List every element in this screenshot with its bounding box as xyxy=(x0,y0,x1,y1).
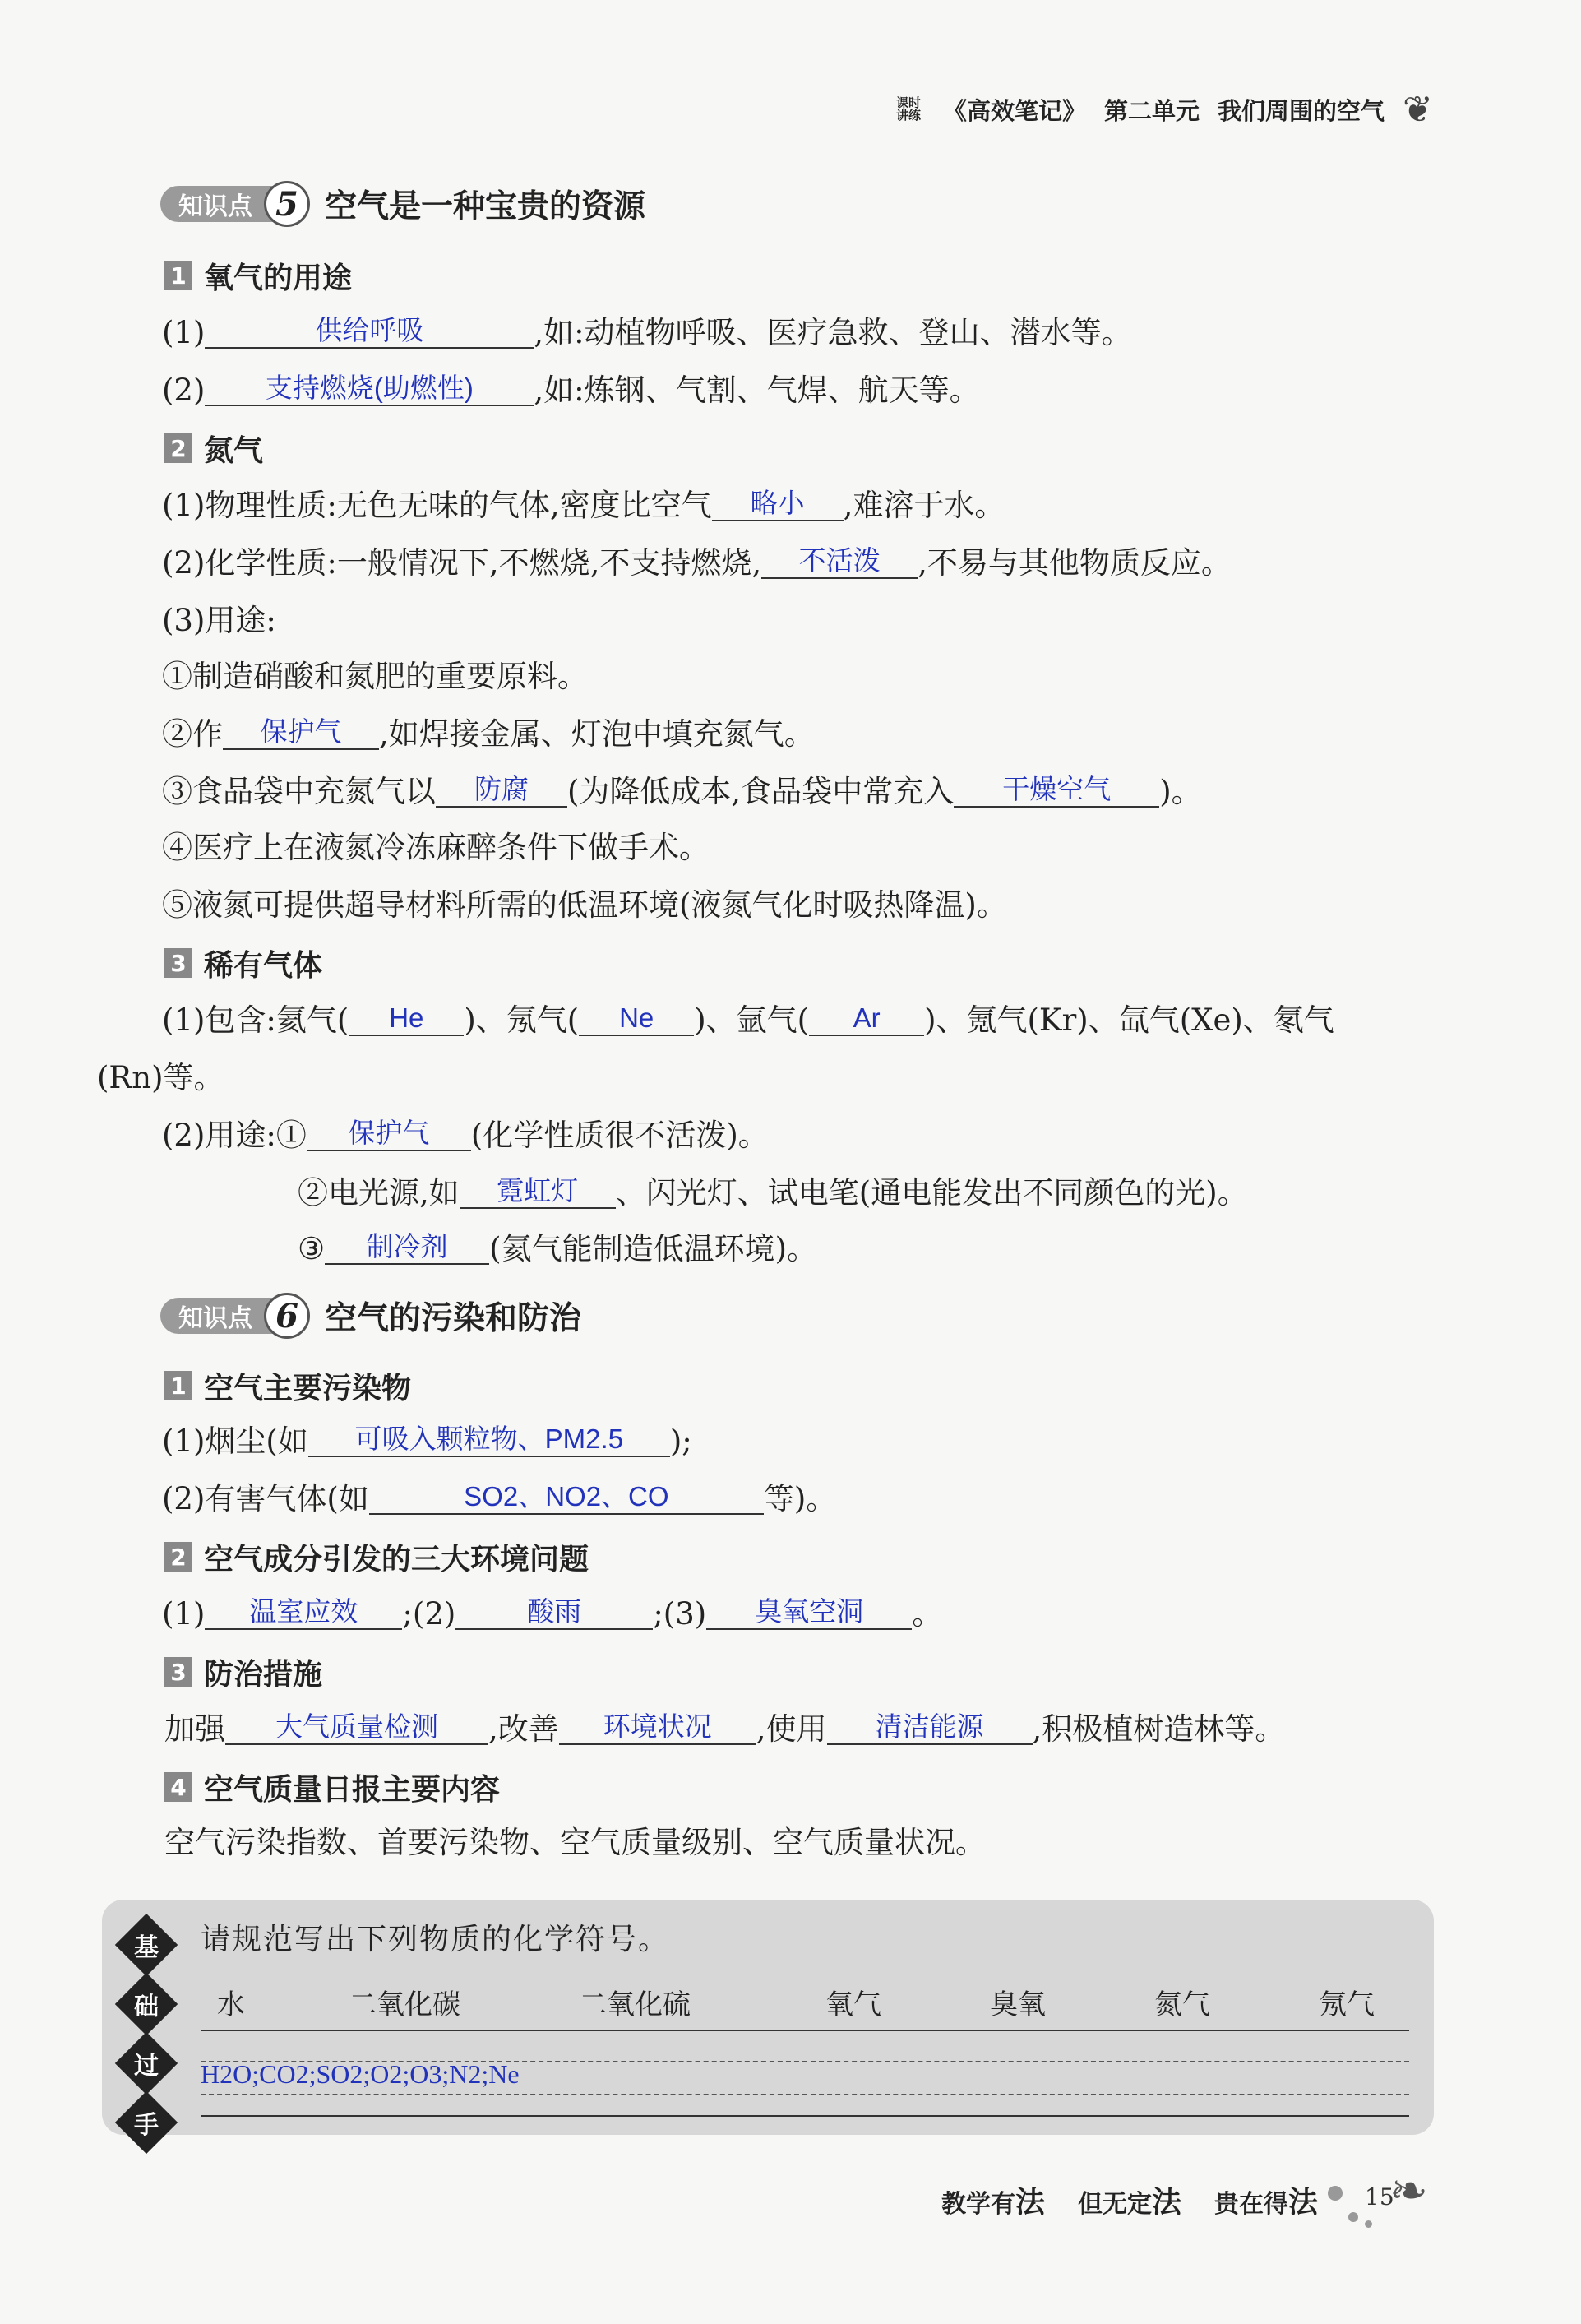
side-char: 过 xyxy=(134,2052,159,2081)
substance-label: 二氧化硫 xyxy=(579,1988,691,2021)
line-text: ,改善 xyxy=(488,1711,559,1747)
line-text: ②作 xyxy=(162,716,223,752)
line-text: ;(2) xyxy=(402,1596,456,1632)
answer-blank: 臭氧空洞 xyxy=(706,1595,912,1630)
header-unit: 第二单元 xyxy=(1104,96,1200,125)
diamond-badge xyxy=(115,1914,178,1976)
section-title: 空气成分引发的三大环境问题 xyxy=(204,1542,589,1576)
text-line xyxy=(162,314,1132,352)
header-book: 《高效笔记》 xyxy=(943,96,1087,125)
answer-blank: 霓虹灯 xyxy=(460,1174,616,1209)
answer-blank: 保护气 xyxy=(223,715,379,750)
decor-dot xyxy=(1365,2220,1372,2228)
kp-title: 空气是一种宝贵的资源 xyxy=(325,188,646,225)
text-line xyxy=(162,1002,1334,1039)
answer-blank: 环境状况 xyxy=(559,1711,756,1745)
practice-question: 请规范写出下列物质的化学符号。 xyxy=(201,1923,670,1956)
text-line: ④医疗上在液氮冷冻麻醉条件下做手术。 xyxy=(162,830,710,865)
answer-blank: 支持燃烧(助燃性) xyxy=(205,372,534,406)
text-line xyxy=(162,487,1005,525)
handwritten-answer: H2O;CO2;SO2;O2;O3;N2;Ne xyxy=(201,2059,520,2089)
answer-blank: 温室应效 xyxy=(205,1595,402,1630)
section-number: 1 xyxy=(164,1371,192,1400)
section-title: 防治措施 xyxy=(204,1657,323,1692)
substance-label: 二氧化碳 xyxy=(349,1988,460,2021)
decor-dot xyxy=(1328,2186,1343,2201)
line-text: (化学性质很不活泼)。 xyxy=(470,1118,769,1153)
section-prevention xyxy=(164,1653,322,1691)
page-footer xyxy=(941,2179,1318,2221)
substance-label: 氖气 xyxy=(1319,1988,1375,2021)
line-text: ③ xyxy=(298,1231,326,1266)
line-text: 、闪光灯、试电笔(通电能发出不同颜色的光)。 xyxy=(615,1175,1248,1211)
text-line: ⑤液氮可提供超导材料所需的低温环境(液氮气化时吸热降温)。 xyxy=(162,887,1007,923)
line-text: (1) xyxy=(162,315,206,350)
line-text: ②电光源,如 xyxy=(298,1175,460,1211)
section-number: 2 xyxy=(164,1542,192,1572)
text-line xyxy=(164,1711,1285,1748)
header-unit-title: 我们周围的空气 xyxy=(1218,96,1385,125)
section-oxygen-uses xyxy=(164,257,352,294)
diamond-badge xyxy=(115,2091,178,2154)
answer-blank: 可吸入颗粒物、PM2.5 xyxy=(308,1423,670,1457)
text-line xyxy=(298,1230,817,1268)
text-line xyxy=(162,1480,836,1518)
answer-blank: 略小 xyxy=(712,487,844,521)
practice-side-label xyxy=(122,1918,171,2160)
section-noble-gases xyxy=(164,944,322,982)
leaf-icon: ❧ xyxy=(1389,2164,1428,2218)
leaf-icon: ❦ xyxy=(1403,88,1433,131)
line-text: )、氩气( xyxy=(694,1002,810,1038)
kp-badge: 知识点 xyxy=(160,186,277,222)
text-line xyxy=(162,544,1232,582)
motto-text: 教学有 xyxy=(941,2190,1015,2219)
section-number: 1 xyxy=(164,261,192,290)
line-text: (2)化学性质:一般情况下,不燃烧,不支持燃烧, xyxy=(162,545,762,581)
section-number: 3 xyxy=(164,1657,192,1687)
text-line: (Rn)等。 xyxy=(97,1060,224,1095)
line-text: (1)烟尘(如 xyxy=(162,1424,308,1459)
section-environment-problems xyxy=(164,1538,589,1576)
answer-rule xyxy=(201,2030,1409,2031)
line-text: ,不易与其他物质反应。 xyxy=(918,545,1232,581)
section-air-quality-report xyxy=(164,1768,500,1806)
line-text: (为降低成本,食品袋中常充入 xyxy=(567,774,955,809)
line-text: (1)包含:氦气( xyxy=(162,1002,349,1038)
text-line xyxy=(162,1117,769,1155)
substance-label: 氧气 xyxy=(825,1988,881,2021)
section-title: 稀有气体 xyxy=(204,948,323,983)
diamond-badge xyxy=(115,1973,178,2035)
section-pollutants xyxy=(164,1367,411,1405)
page-number: 15 xyxy=(1365,2183,1394,2211)
section-number: 2 xyxy=(164,433,192,463)
text-line xyxy=(162,773,1202,811)
motto-1 xyxy=(941,2179,1045,2221)
line-text: ;(3) xyxy=(653,1596,707,1632)
text-line: (3)用途: xyxy=(162,603,276,638)
answer-blank: He xyxy=(349,1002,464,1036)
page-header xyxy=(892,89,1435,130)
answer-rule-dashed xyxy=(201,2094,1409,2095)
motto-emphasis: 法 xyxy=(1288,2186,1319,2220)
decor-dot xyxy=(1348,2212,1358,2222)
answer-blank: SO2、NO2、CO xyxy=(369,1480,764,1515)
line-text: 加强 xyxy=(164,1711,225,1747)
line-text: ,如:动植物呼吸、医疗急救、登山、潜水等。 xyxy=(534,315,1132,350)
text-line xyxy=(162,715,815,753)
answer-blank: 不活泼 xyxy=(761,544,918,579)
header-tag: 课时讲练 xyxy=(895,95,921,123)
section-title: 氧气的用途 xyxy=(204,261,353,295)
text-line xyxy=(298,1174,1248,1212)
line-text: )、氖气( xyxy=(464,1002,580,1038)
answer-blank: 大气质量检测 xyxy=(225,1711,488,1745)
answer-blank: 酸雨 xyxy=(455,1595,653,1630)
answer-blank: 清洁能源 xyxy=(827,1711,1033,1745)
line-text: ③食品袋中充氮气以 xyxy=(162,774,436,809)
section-number: 4 xyxy=(164,1772,192,1802)
line-text: 。 xyxy=(912,1596,943,1632)
section-nitrogen xyxy=(164,429,263,467)
line-text: ,如:炼钢、气割、气焊、航天等。 xyxy=(534,373,980,408)
kp-title: 空气的污染和防治 xyxy=(325,1300,582,1337)
kp-badge: 知识点 xyxy=(160,1298,277,1334)
answer-blank: 干燥空气 xyxy=(954,773,1159,808)
line-text: ,难溶于水。 xyxy=(843,488,1005,523)
line-text: )、氪气(Kr)、氙气(Xe)、氡气 xyxy=(924,1002,1334,1038)
knowledge-point-6 xyxy=(160,1291,581,1340)
side-char: 础 xyxy=(134,1993,159,2021)
substance-columns xyxy=(217,1982,1393,2020)
section-title: 空气质量日报主要内容 xyxy=(204,1772,501,1807)
line-text: )。 xyxy=(1159,774,1202,809)
text-line xyxy=(162,372,980,410)
line-text: (氦气能制造低温环境)。 xyxy=(489,1231,818,1266)
motto-text: 但无定 xyxy=(1078,2190,1153,2219)
motto-emphasis: 法 xyxy=(1152,2186,1182,2220)
motto-2 xyxy=(1078,2179,1181,2221)
answer-blank: 保护气 xyxy=(307,1117,471,1151)
line-text: ,使用 xyxy=(756,1711,827,1747)
line-text: ,积极植树造林等。 xyxy=(1032,1711,1286,1747)
line-text: ); xyxy=(669,1424,692,1459)
line-text: 等)。 xyxy=(763,1481,837,1516)
line-text: (1) xyxy=(162,1596,206,1632)
answer-blank: Ar xyxy=(809,1002,924,1036)
answer-blank: 供给呼吸 xyxy=(205,314,534,349)
line-text: (1)物理性质:无色无味的气体,密度比空气 xyxy=(162,488,712,523)
line-text: ,如焊接金属、灯泡中填充氮气。 xyxy=(379,716,815,752)
answer-blank: 防腐 xyxy=(436,773,567,808)
line-text: (2)有害气体(如 xyxy=(162,1481,369,1516)
text-line: ①制造硝酸和氮肥的重要原料。 xyxy=(162,659,588,694)
kp-number: 5 xyxy=(264,181,310,227)
motto-emphasis: 法 xyxy=(1015,2186,1046,2220)
line-text: (2)用途:① xyxy=(162,1118,307,1153)
answer-blank: Ne xyxy=(579,1002,694,1036)
side-char: 手 xyxy=(134,2111,159,2140)
side-char: 基 xyxy=(134,1933,159,1962)
section-number: 3 xyxy=(164,948,192,978)
text-line: 空气污染指数、首要污染物、空气质量级别、空气质量状况。 xyxy=(164,1825,986,1860)
answer-rule xyxy=(201,2115,1409,2117)
motto-text: 贵在得 xyxy=(1214,2190,1289,2219)
substance-label: 臭氧 xyxy=(990,1988,1046,2021)
line-text: (2) xyxy=(162,373,206,408)
substance-label: 氮气 xyxy=(1154,1988,1210,2021)
knowledge-point-5 xyxy=(160,179,645,229)
text-line xyxy=(162,1423,692,1461)
section-title: 空气主要污染物 xyxy=(204,1371,412,1405)
section-title: 氮气 xyxy=(204,433,264,468)
answer-blank: 制冷剂 xyxy=(325,1230,489,1265)
text-line xyxy=(162,1595,942,1633)
motto-3 xyxy=(1214,2179,1318,2221)
kp-number: 6 xyxy=(264,1293,310,1339)
diamond-badge xyxy=(115,2032,178,2095)
practice-box xyxy=(102,1900,1434,2140)
substance-label: 水 xyxy=(217,1988,245,2021)
